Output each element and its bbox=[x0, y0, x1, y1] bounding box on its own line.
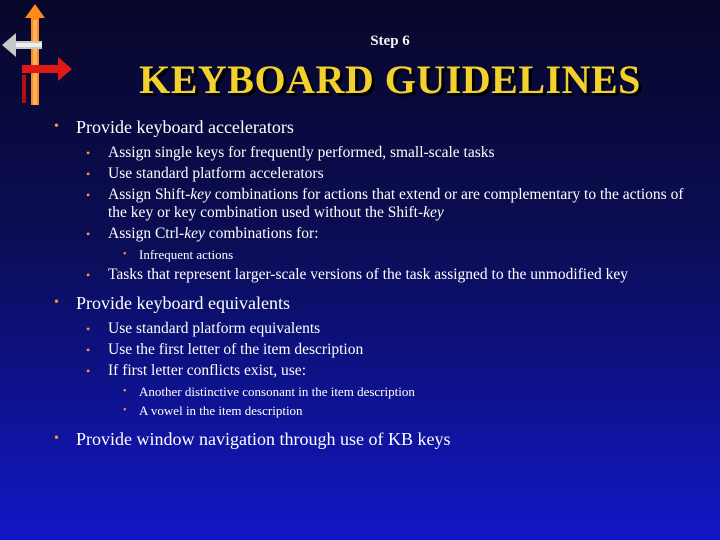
list-item: • Use the first letter of the item description bbox=[86, 341, 364, 358]
list-item: • Assign Shift-key combinations for actions that extend or are complementary to the actions of the key or key combination used without the Shift-key bbox=[86, 186, 684, 221]
equivalents-heading: • Provide keyboard equivalents bbox=[54, 293, 290, 313]
bullet-icon: • bbox=[123, 405, 127, 416]
bullet-icon: • bbox=[86, 322, 91, 336]
bullet-list bbox=[36, 116, 696, 450]
bullet-icon: • bbox=[86, 188, 91, 202]
list-item: • Tasks that represent larger-scale versions of the task assigned to the unmodified key bbox=[86, 266, 628, 283]
list-item: • Use standard platform accelerators bbox=[86, 165, 324, 182]
list-item: • If first letter conflicts exist, use: bbox=[86, 362, 306, 379]
bullet-icon: • bbox=[86, 227, 91, 241]
slide-title: KEYBOARD GUIDELINES bbox=[139, 57, 641, 102]
bullet-icon: • bbox=[86, 343, 91, 357]
step-label: Step 6 bbox=[370, 33, 410, 49]
bullet-icon: • bbox=[86, 167, 91, 181]
list-item: • A vowel in the item description bbox=[123, 403, 303, 418]
bullet-icon: • bbox=[123, 249, 127, 260]
bullet-icon: • bbox=[54, 431, 59, 446]
bullet-icon: • bbox=[86, 364, 91, 378]
bullet-icon: • bbox=[54, 119, 59, 134]
bullet-icon: • bbox=[86, 268, 91, 282]
navigation-heading: • Provide window navigation through use of KB keys bbox=[54, 429, 451, 449]
list-item: • Use standard platform equivalents bbox=[86, 320, 321, 337]
bullet-icon: • bbox=[54, 295, 59, 310]
bullet-icon: • bbox=[86, 146, 91, 160]
accelerators-heading: • Provide keyboard accelerators bbox=[54, 117, 294, 137]
list-item: • Assign single keys for frequently performed, small-scale tasks bbox=[86, 144, 495, 161]
list-item: • Another distinctive consonant in the item description bbox=[123, 384, 415, 399]
list-item: • Assign Ctrl-key combinations for: bbox=[86, 225, 319, 242]
list-item: • Infrequent actions bbox=[123, 247, 234, 262]
bullet-icon: • bbox=[123, 386, 127, 397]
